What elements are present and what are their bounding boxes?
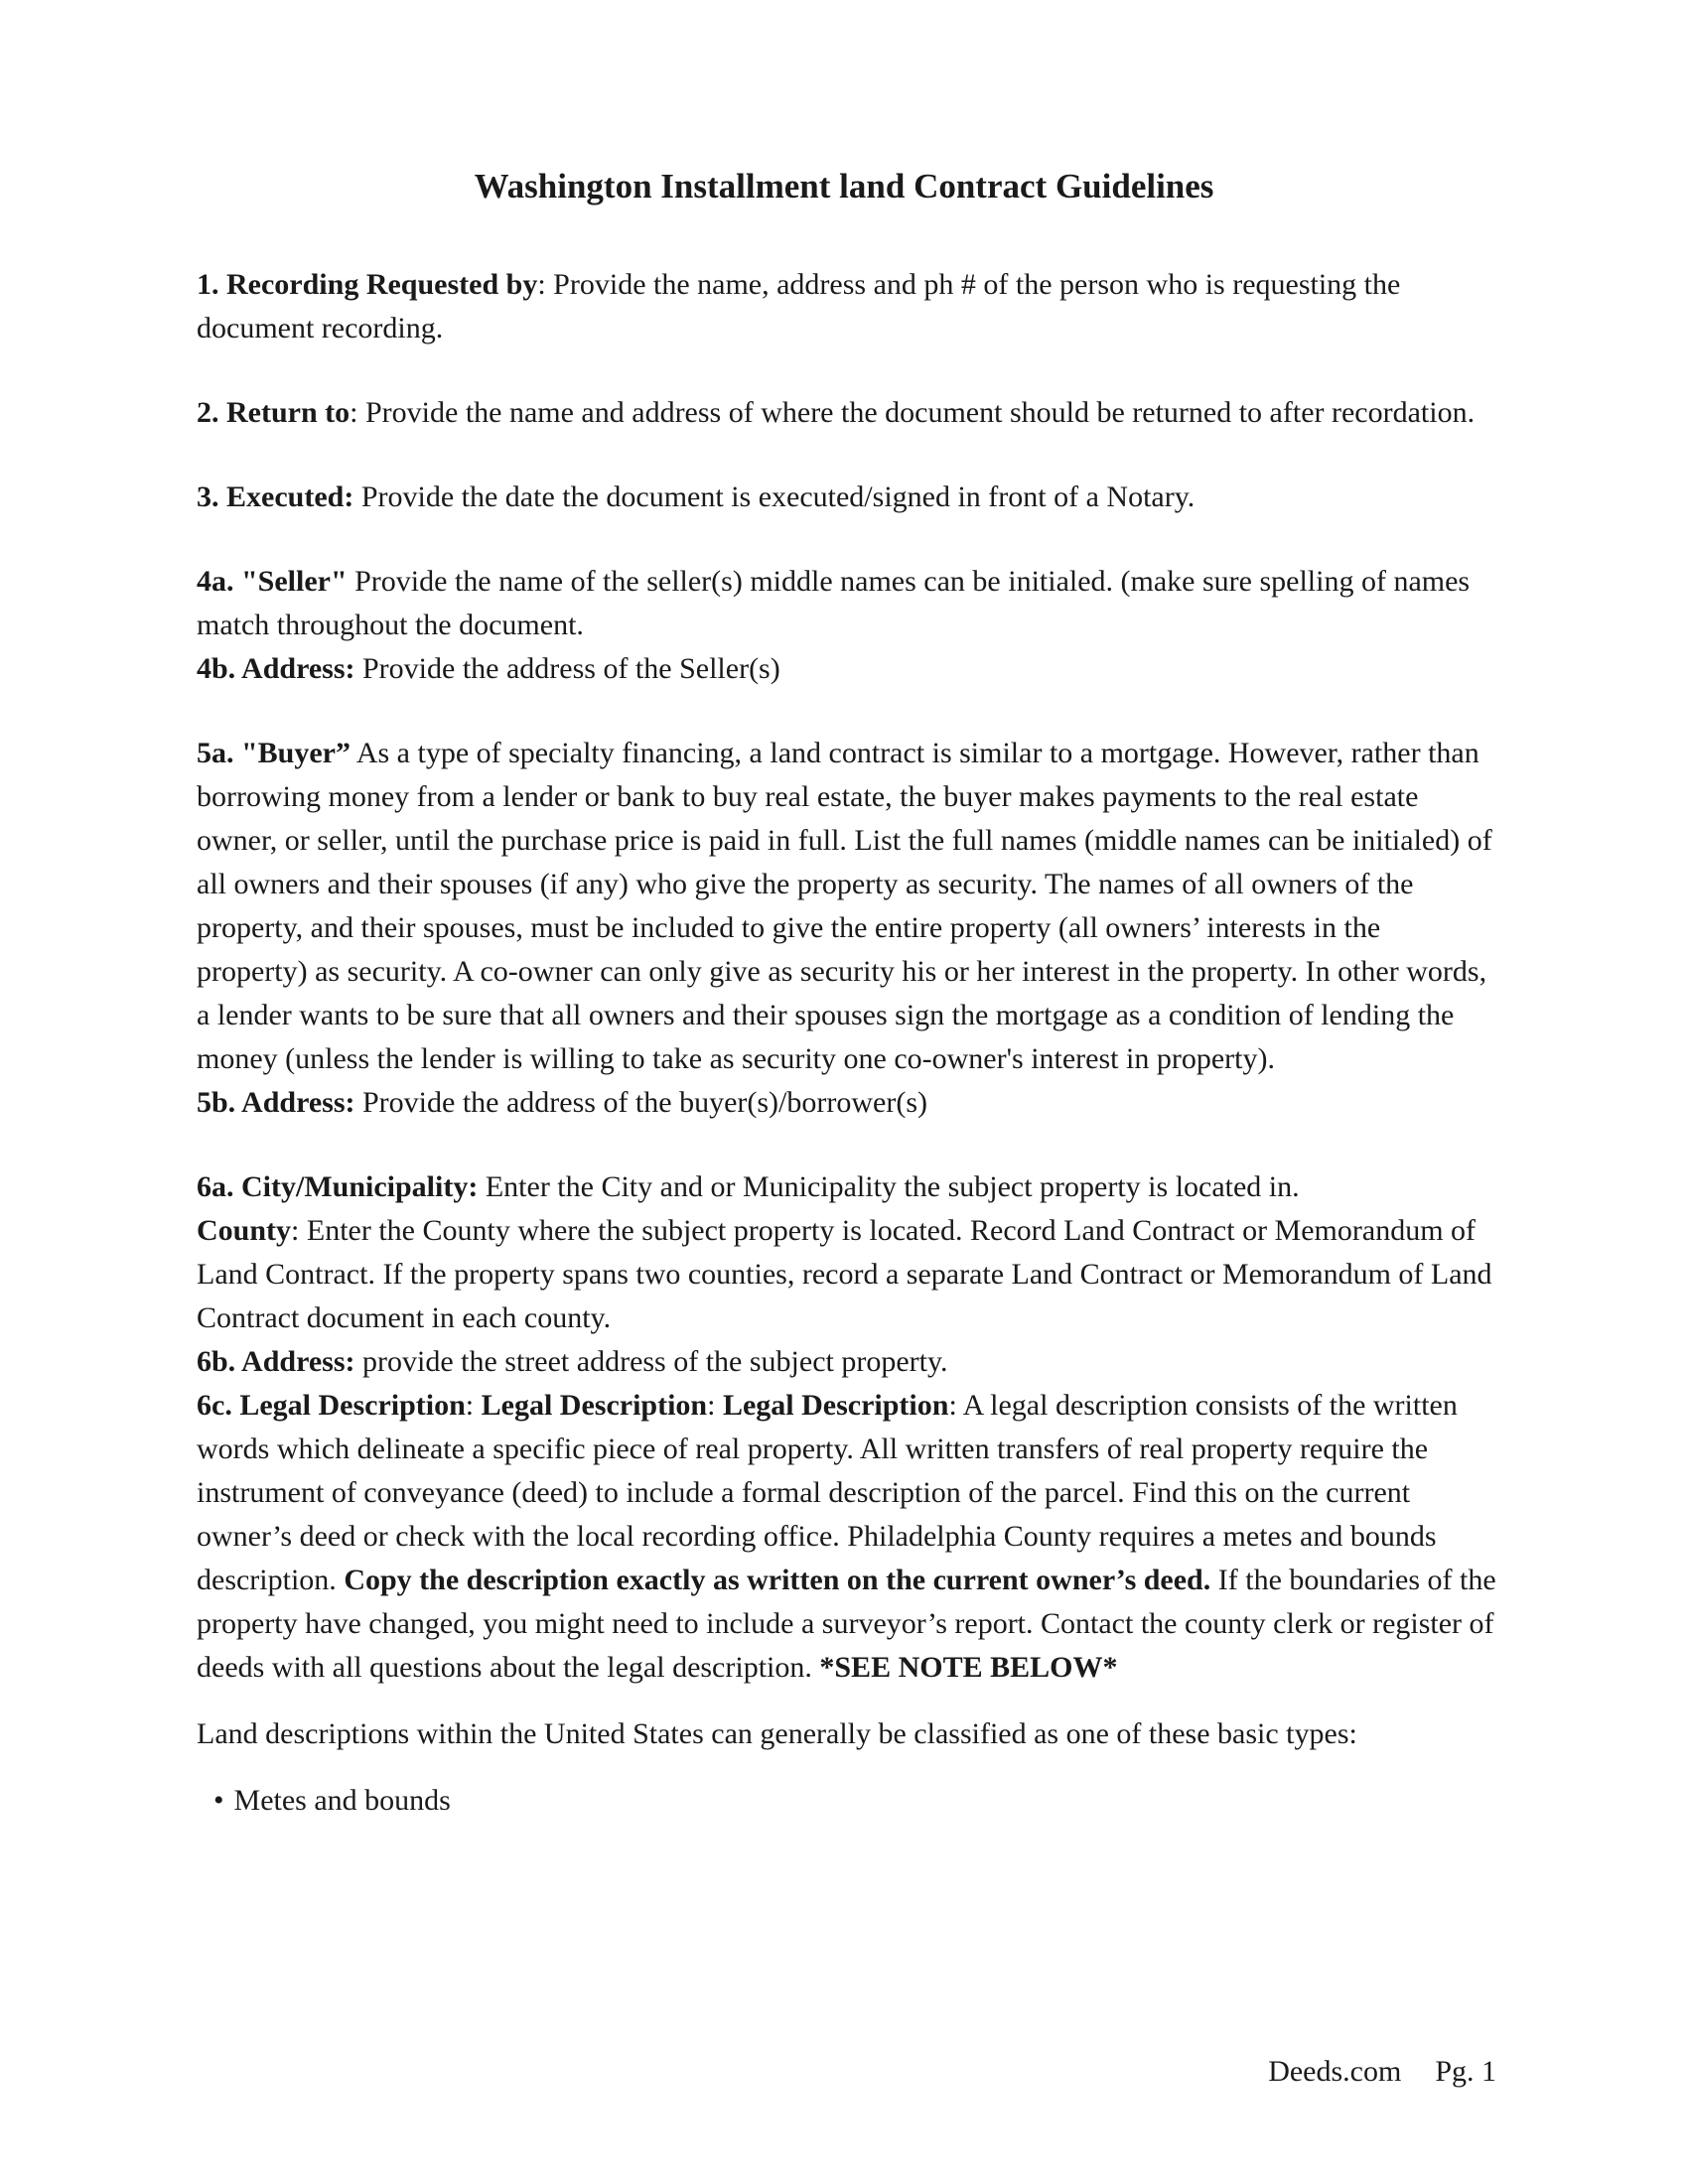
section-text: : Enter the County where the subject property is located. Record Land Contract or Memorandum of Land Contract. If the property spans two counties, record a separate Land Contract or Memorandum of Land Contract document in each county.: [197, 1214, 1492, 1334]
section-label: 4b. Address:: [197, 652, 355, 685]
separator: :: [465, 1389, 482, 1422]
section-6a-city: [197, 1165, 1497, 1209]
list-item: • Metes and bounds: [213, 1779, 1497, 1823]
section-label: 2. Return to: [197, 396, 351, 429]
section-text: Provide the address of the Seller(s): [354, 652, 780, 685]
section-text: As a type of specialty financing, a land contract is similar to a mortgage. However, rather than borrowing money from a lender or bank to buy real estate, the buyer makes payments to the real estate owner, or seller, until the purchase price is paid in full. List the full names (middle names can be initialed) of all owners and their spouses (if any) who give the property as security. The names of all owners of the property, and their spouses, must be included to give the entire property (all owners’ interests in the property) as security. A co-owner can only give as security his or her interest in the property. In other words, a lender wants to be sure that all owners and their spouses sign the mortgage as a condition of lending the money (unless the lender is willing to take as security one co-owner's interest in property).: [197, 737, 1492, 1075]
page-number: Pg. 1: [1435, 2055, 1496, 2088]
section-5b-buyer-address: [197, 1081, 1497, 1125]
section-text: : A legal description consists of the written words which delineate a specific piece of real property. All written transfers of real property require the instrument of conveyance (deed) to include a formal description of the parcel. Find this on the current owner’s deed or check with the local recording office. Philadelphia County requires a metes and bounds description.: [197, 1389, 1458, 1596]
document-body: [197, 263, 1497, 1823]
section-text: Provide the name of the seller(s) middle names can be initialed. (make sure spelling of names match throughout the document.: [197, 565, 1471, 641]
section-text: : Provide the name and address of where the document should be returned to after recordation.: [350, 396, 1476, 429]
section-label: 5b. Address:: [197, 1086, 355, 1119]
separator: :: [707, 1389, 723, 1422]
section-6b-property-address: [197, 1340, 1497, 1384]
section-county: [197, 1209, 1497, 1340]
section-1-recording-requested: [197, 263, 1497, 350]
see-note: *SEE NOTE BELOW*: [819, 1651, 1118, 1684]
section-text: provide the street address of the subject property.: [354, 1345, 948, 1378]
section-2-return-to: [197, 391, 1497, 435]
section-6c-legal-description: [197, 1384, 1497, 1690]
section-label: 6a. City/Municipality:: [197, 1170, 479, 1203]
section-4a-seller: [197, 560, 1497, 647]
section-label: Legal Description: [481, 1389, 708, 1422]
section-label: County: [197, 1214, 292, 1247]
section-label: Legal Description: [722, 1389, 949, 1422]
section-5a-buyer: [197, 732, 1497, 1081]
section-text: Provide the address of the buyer(s)/borrower(s): [354, 1086, 927, 1119]
section-label: 3. Executed:: [197, 480, 354, 513]
section-text: : Provide the name, address and ph # of the person who is requesting the document recording.: [197, 268, 1401, 344]
section-label: 6b. Address:: [197, 1345, 355, 1378]
land-types-list: [197, 1779, 1497, 1823]
section-4b-seller-address: [197, 647, 1497, 691]
land-descriptions-intro: Land descriptions within the United States can generally be classified as one of these basic types:: [197, 1717, 1357, 1750]
page-footer: [1268, 2055, 1496, 2089]
section-label: 4a. "Seller": [197, 565, 348, 598]
section-label: 6c. Legal Description: [197, 1389, 466, 1422]
document-title: Washington Installment land Contract Guidelines: [474, 167, 1214, 205]
section-text: Provide the date the document is executed/signed in front of a Notary.: [353, 480, 1196, 513]
section-text: If the boundaries of the property have changed, you might need to include a surveyor’s report. Contact the county clerk or register of deeds with all questions about the legal description.: [197, 1564, 1496, 1684]
section-text: Enter the City and or Municipality the subject property is located in.: [478, 1170, 1300, 1203]
section-label: 5a. "Buyer”: [197, 737, 351, 769]
footer-site: Deeds.com: [1268, 2055, 1402, 2088]
section-3-executed: [197, 476, 1497, 519]
bold-note: Copy the description exactly as written on the current owner’s deed.: [344, 1564, 1211, 1596]
section-label: 1. Recording Requested by: [197, 268, 538, 301]
